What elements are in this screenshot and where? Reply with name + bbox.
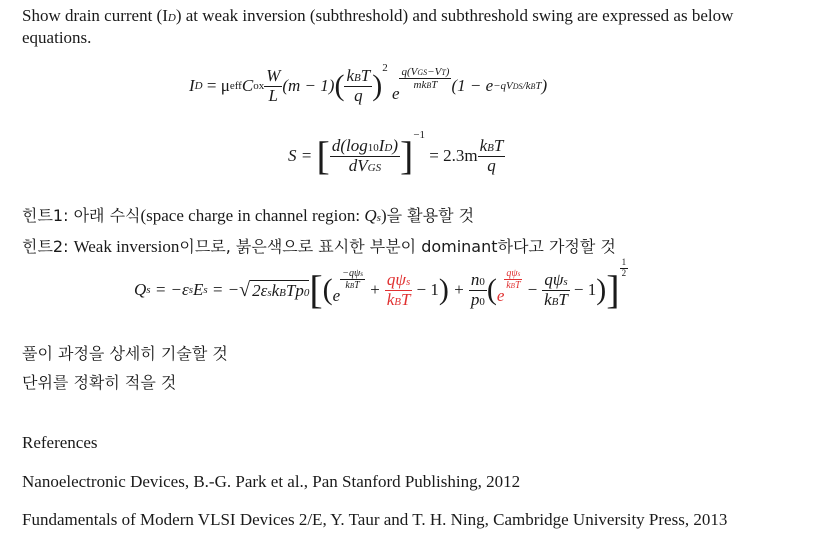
subthreshold-swing-equation: S = [ $\frac{d(\log 10ID)}{\text{dVGS}}$ ] −1 = 2.3m $\frac{\text{kBT}}{q}$ <box>288 129 504 178</box>
intro-line-2: equations. <box>22 28 92 47</box>
intro-line-1: Show drain current (ID) at weak inversion (subthreshold) and subthreshold swing are expressed as below <box>22 6 734 25</box>
reference-item-1: Nanoelectronic Devices, B.-G. Park et al., Pan Stanford Publishing, 2012 <box>22 472 521 491</box>
half-power: $\frac{1}{2}$ <box>621 257 627 278</box>
note-1: 풀이 과정을 상세히 기술할 것 <box>22 344 228 363</box>
note-2: 단위를 정확히 적을 것 <box>22 373 177 392</box>
kbt-q-fraction: $\frac{\text{kBT}}{q}$ <box>479 135 504 175</box>
reference-item-2: Fundamentals of Modern VLSI Devices 2/E, Y. Taur and T. H. Ning, Cambridge University Press, 2013 <box>22 510 728 529</box>
neg-exponent: $\frac{\text{−qψs}}{\text{kBT}}$ <box>342 268 363 291</box>
hint-2: 힌트2: Weak inversion이므로, 붉은색으로 표시한 부분이 dominant하다고 가정할 것 <box>22 237 616 256</box>
dlog-fraction: $\frac{d(\log 10ID)}{\text{dVGS}}$ <box>331 135 398 175</box>
references-heading: References <box>22 433 98 452</box>
space-charge-equation: Q s = −ε s E s = − √ 2εskBTp0 [ ( e $\frac{\text{−qψs}}{\text{kBT}}$ + $\frac{\text{qψs}}{\text{kBT}}$ − 1 ) + $\frac{n0}{p0}$ ( e $\frac{\text{qψs}}{\text{kBT}}$ − $\frac{\text{qψs}}{\text{kBT}}$ − 1 ) ] $\frac{1}{2}$ <box>134 257 627 312</box>
drain-current-equation: I D = μ eff C ox $\frac{W}{L}$ (m − 1) ( $\frac{\text{kBT}}{q}$ ) 2 e $\frac{\text{q(VGS−VT)}}{\text{mkBT}}$ (1 − e −qVDS/kBT ) <box>189 62 548 105</box>
kbt-over-q-fraction: $\frac{\text{kBT}}{q}$ <box>346 65 371 105</box>
exponent-fraction: $\frac{\text{q(VGS−VT)}}{\text{mkBT}}$ <box>401 66 450 92</box>
w-over-l-fraction: $\frac{W}{L}$ <box>266 65 281 105</box>
red-exponent: $\frac{\text{qψs}}{\text{kBT}}$ <box>506 268 521 291</box>
sqrt-term: 2εskBTp0 <box>252 280 310 300</box>
red-fraction-1: $\frac{\text{qψs}}{\text{kBT}}$ <box>386 269 411 309</box>
hint-1: 힌트1: 아래 수식(space charge in channel region: Qs)을 활용할 것 <box>22 206 475 225</box>
qpsi-over-kbt: $\frac{\text{qψs}}{\text{kBT}}$ <box>544 269 568 309</box>
n0-over-p0: $\frac{n0}{p0}$ <box>470 269 485 309</box>
